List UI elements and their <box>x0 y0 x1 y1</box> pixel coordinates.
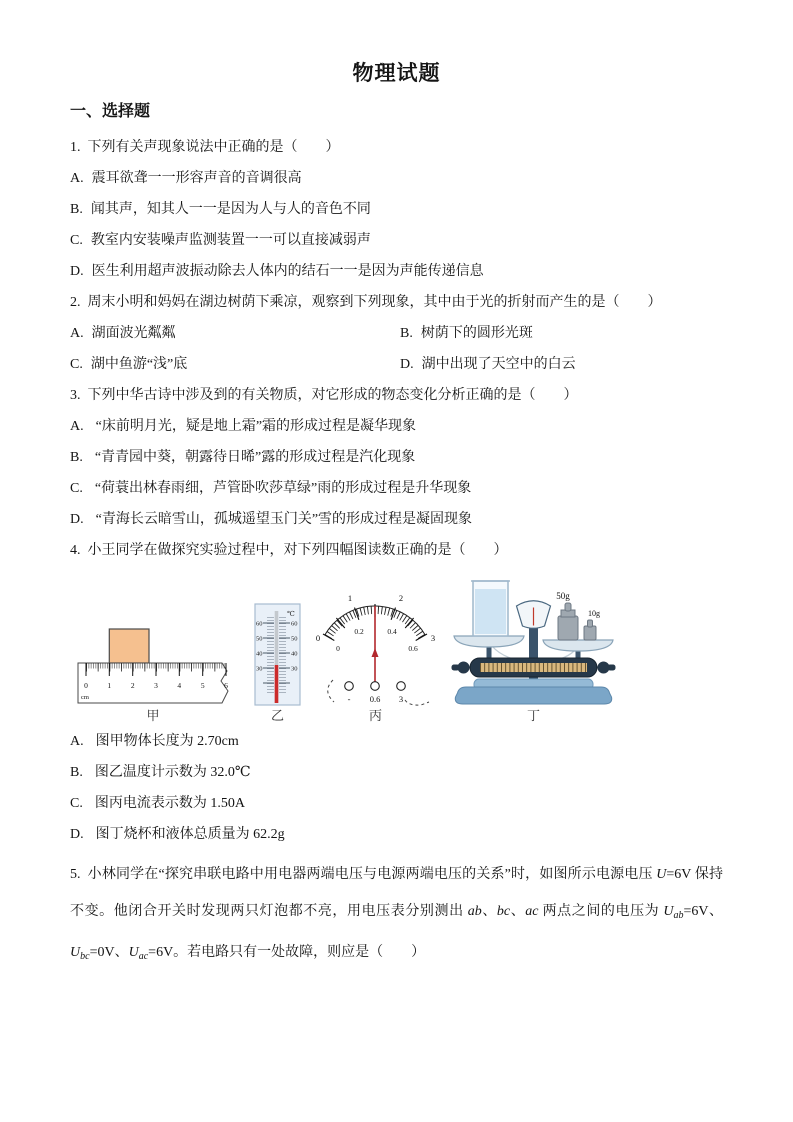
option-text: 教室内安装噪声监测装置一一可以直接减弱声 <box>90 233 371 248</box>
question-4-option-d <box>70 819 723 850</box>
question-5-text: 小林同学在“探究串联电路中用电器两端电压与电源两端电压的关系”时，如图所示电源电压 <box>87 867 657 882</box>
ruler-tick-label: 3 <box>154 681 158 690</box>
option-letter: D. <box>70 512 84 527</box>
option-letter: C. <box>70 796 83 811</box>
ammeter-needle-arrow <box>372 648 379 657</box>
option-letter: B. <box>70 765 83 780</box>
symbol-U: U <box>663 904 674 919</box>
ruler-tick-label: 0 <box>84 681 88 690</box>
ruler-tick-label: 6 <box>224 681 228 690</box>
question-2-text: 周末小明和妈妈在湖边树荫下乘凉，观察到下列现象，其中由于光的折射而产生的是（ ） <box>87 295 662 310</box>
option-text: 图甲物体长度为 2.70cm <box>95 734 239 749</box>
thermometer-scale-label: 50 <box>291 635 298 643</box>
ruler-tick-label: 2 <box>130 681 135 690</box>
ruler-unit-label: cm <box>81 694 89 701</box>
question-1-option-c <box>70 225 723 256</box>
option-text: 图丁烧杯和液体总质量为 62.2g <box>95 827 285 842</box>
option-letter: C. <box>70 233 83 248</box>
thermometer-diagram <box>254 603 301 706</box>
figure-ammeter <box>313 588 438 724</box>
figure-ruler <box>72 603 234 724</box>
question-5-text: =6V。若电路只有一处故障，则应是（ ） <box>148 945 426 960</box>
question-1-option-b <box>70 194 723 225</box>
beaker <box>471 581 510 636</box>
option-letter: A. <box>70 326 84 341</box>
thermometer-unit-label: ℃ <box>287 610 295 618</box>
question-1-stem <box>70 132 723 163</box>
option-text: “青海长云暗雪山，孤城遥望玉门关”雪的形成过程是凝固现象 <box>95 512 473 527</box>
figure-balance <box>446 576 621 724</box>
weight-50g <box>558 603 578 640</box>
option-text: 图丙电流表示数为 1.50A <box>94 796 245 811</box>
question-3-stem <box>70 380 723 411</box>
thermometer-scale-label: 30 <box>256 665 263 673</box>
ruler-tick-label: 4 <box>177 681 182 690</box>
ammeter-inner-label: 0.6 <box>408 644 418 653</box>
option-letter: D. <box>400 357 414 372</box>
question-1-number: 1. <box>70 140 81 155</box>
question-4-option-a <box>70 726 723 757</box>
ammeter-inner-label: 0 <box>336 644 340 653</box>
subscript-bc: bc <box>80 951 90 962</box>
option-letter: A. <box>70 734 84 749</box>
ruler-diagram <box>72 603 234 706</box>
figure-caption-jia: 甲 <box>146 708 160 723</box>
page-title: 物理试题 <box>352 61 441 85</box>
question-3-number: 3. <box>70 388 81 403</box>
symbol-ab: ab <box>467 904 482 919</box>
option-text: “青青园中葵，朝露待日晞”露的形成过程是汽化现象 <box>94 450 416 465</box>
balance-base <box>455 687 611 704</box>
ammeter-inner-label: 0.4 <box>387 627 397 636</box>
question-5-text: 、 <box>481 904 497 919</box>
ammeter-inner-label: 0.2 <box>354 627 364 636</box>
ammeter-terminal-label: - <box>347 694 351 704</box>
question-4-number: 4. <box>70 543 81 558</box>
option-text: 湖中鱼游“浅”底 <box>90 357 188 372</box>
thermometer-scale-label: 40 <box>291 650 298 658</box>
symbol-U: U <box>656 867 667 882</box>
option-text: 湖中出现了天空中的白云 <box>421 357 576 372</box>
option-letter: A. <box>70 419 84 434</box>
question-3-option-d <box>70 504 723 535</box>
left-pan <box>454 636 524 647</box>
ammeter-outer-label: 2 <box>398 593 404 603</box>
question-3-option-b <box>70 442 723 473</box>
right-pan <box>543 640 613 651</box>
question-2-number: 2. <box>70 295 81 310</box>
ammeter-terminal-label: 0.6 <box>369 694 381 704</box>
question-1-text: 下列有关声现象说法中正确的是（ ） <box>87 140 340 155</box>
ammeter-outer-label: 3 <box>430 633 436 643</box>
question-5-text: 、 <box>510 904 526 919</box>
thermometer-scale-label: 50 <box>256 635 263 643</box>
question-1-option-d <box>70 256 723 287</box>
measured-block <box>109 629 149 663</box>
question-4-option-b <box>70 757 723 788</box>
ammeter-diagram <box>313 588 438 706</box>
question-4-figures <box>72 576 723 724</box>
ammeter-terminal-label: 3 <box>398 694 404 704</box>
ruler-tick-label: 1 <box>107 681 112 690</box>
option-letter: B. <box>70 450 83 465</box>
question-5-stem <box>70 856 723 975</box>
question-2-option-b <box>400 318 723 349</box>
option-text: 闻其声，知其人一一是因为人与人的音色不同 <box>90 202 371 217</box>
option-text: 震耳欲聋一一形容声音的音调很高 <box>91 171 302 186</box>
option-text: 医生利用超声波振动除去人体内的结石一一是因为声能传递信息 <box>91 264 484 279</box>
symbol-U: U <box>70 945 81 960</box>
figure-caption-yi: 乙 <box>270 708 284 723</box>
question-5-text: 两点之间的电压为 <box>538 904 664 919</box>
question-2-options <box>70 318 723 380</box>
ruler-tick-label: 5 <box>200 681 205 690</box>
ammeter-outer-label: 1 <box>347 593 353 603</box>
option-text: “荷蓑出林春雨细，芦管卧吹莎草绿”雨的形成过程是升华现象 <box>94 481 472 496</box>
figure-caption-bing: 丙 <box>368 708 382 723</box>
beaker-liquid <box>475 589 506 634</box>
question-2-option-a <box>70 318 400 349</box>
ammeter-terminals <box>345 682 406 691</box>
balance-diagram <box>446 576 621 706</box>
question-1-option-a <box>70 163 723 194</box>
thermometer-scale-label: 60 <box>256 620 263 628</box>
question-4-stem <box>70 535 723 566</box>
option-text: 湖面波光粼粼 <box>91 326 176 341</box>
thermometer-scale-label: 30 <box>291 665 298 673</box>
option-letter: B. <box>400 326 413 341</box>
symbol-ac: ac <box>525 904 539 919</box>
question-3-option-c <box>70 473 723 504</box>
option-text: 树荫下的圆形光斑 <box>420 326 533 341</box>
figure-caption-ding: 丁 <box>526 708 540 723</box>
question-3-text: 下列中华古诗中涉及到的有关物质，对它形成的物态变化分析正确的是（ ） <box>87 388 578 403</box>
option-text: 图乙温度计示数为 32.0℃ <box>94 765 251 780</box>
figure-thermometer <box>254 603 301 724</box>
option-letter: C. <box>70 357 83 372</box>
symbol-U: U <box>128 945 139 960</box>
question-5-text: =6V 保持不变。他闭合开关时发现两只灯泡都不亮，用电压表分别测出 <box>70 867 723 919</box>
question-5-number: 5. <box>70 867 81 882</box>
subscript-ab: ab <box>673 910 684 921</box>
question-4-text: 小王同学在做探究实验过程中，对下列四幅图读数正确的是（ ） <box>87 543 508 558</box>
option-letter: D. <box>70 264 84 279</box>
weight-50g-label: 50g <box>556 591 570 601</box>
question-2-option-c <box>70 349 400 380</box>
subscript-ac: ac <box>138 951 149 962</box>
thermometer-scale-label: 60 <box>291 620 298 628</box>
option-letter: B. <box>70 202 83 217</box>
question-2-option-d <box>400 349 723 380</box>
option-letter: C. <box>70 481 83 496</box>
thermometer-scale-label: 40 <box>256 650 263 658</box>
option-text: “床前明月光，疑是地上霜”霜的形成过程是凝华现象 <box>95 419 417 434</box>
weight-10g <box>584 620 596 640</box>
option-letter: A. <box>70 171 84 186</box>
question-5-text: =0V、 <box>89 945 129 960</box>
question-3-option-a <box>70 411 723 442</box>
section-heading: 一、选择题 <box>70 103 151 120</box>
symbol-bc: bc <box>496 904 511 919</box>
question-2-stem <box>70 287 723 318</box>
question-4-option-c <box>70 788 723 819</box>
option-letter: D. <box>70 827 84 842</box>
question-5-text: =6V、 <box>683 904 724 919</box>
ammeter-outer-label: 0 <box>315 633 321 643</box>
weight-10g-label: 10g <box>588 609 600 618</box>
